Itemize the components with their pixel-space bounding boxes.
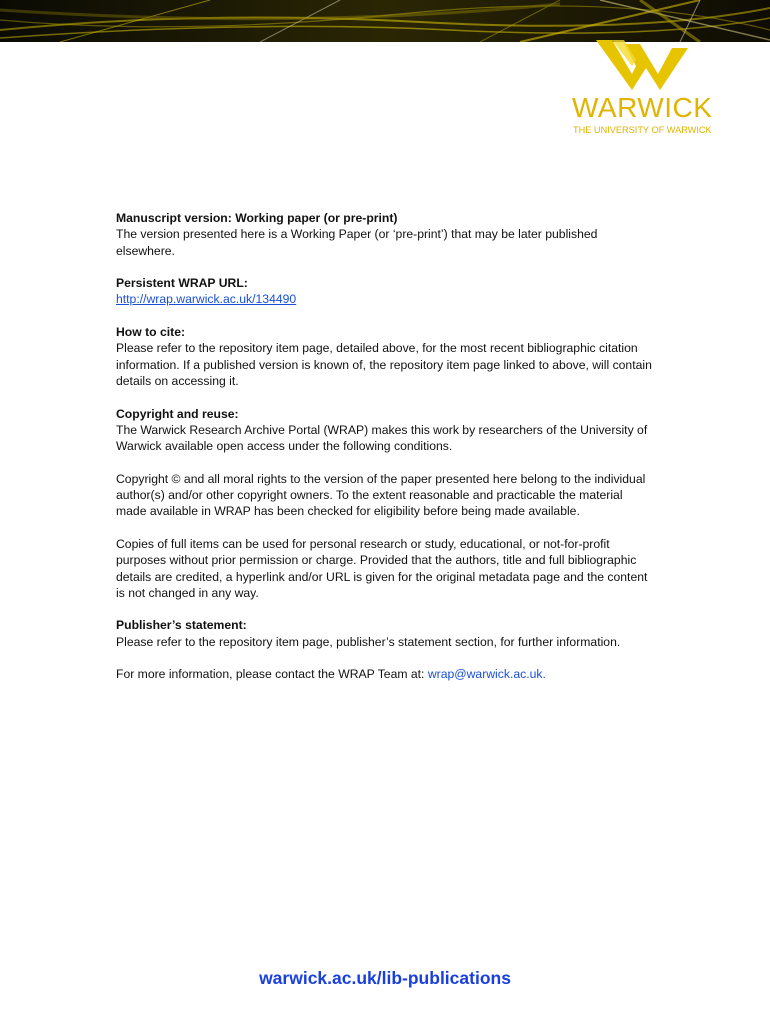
warwick-logo — [566, 40, 726, 140]
logo-subtitle: THE UNIVERSITY OF WARWICK — [573, 125, 712, 135]
footer-url[interactable]: warwick.ac.uk/lib-publications — [259, 968, 511, 988]
copyright-paragraph-3: Copies of full items can be used for personal research or study, educational, or not-for-profit purposes without prior permission or charge. Provided that the authors, title and full bibliographic details are credited, a hyperlink and/or URL is given for the original metadata page and the content is not changed in any way. — [116, 536, 648, 600]
cite-section — [116, 324, 656, 389]
manuscript-heading: Manuscript version: Working paper (or pre-print) — [116, 211, 398, 225]
copyright-paragraph-2: Copyright © and all moral rights to the version of the paper presented here belong to the individual author(s) and/or other copyright owners. To the extent reasonable and practicable the material made available in WRAP has been checked for eligibility before being made available. — [116, 471, 646, 519]
header-banner — [0, 0, 770, 42]
warwick-chevron-icon — [588, 40, 700, 92]
publisher-body: Please refer to the repository item page, publisher’s statement section, for further information. — [116, 634, 621, 649]
notice-content — [116, 210, 656, 699]
banner-light-streaks — [0, 0, 770, 42]
cite-heading: How to cite: — [116, 325, 186, 340]
logo-wordmark: WARWICK — [572, 92, 713, 123]
url-section — [116, 275, 656, 308]
contact-email-link[interactable]: wrap@warwick.ac.uk. — [427, 667, 546, 682]
publisher-section — [116, 617, 656, 650]
contact-text: For more information, please contact the WRAP Team at: — [116, 667, 428, 682]
copyright-section — [116, 406, 656, 455]
contact-line — [116, 666, 656, 682]
cite-body: Please refer to the repository item page, detailed above, for the most recent bibliographic citation information. If a published version is known of, the repository item page linked to above, will contain details on accessing it. — [116, 341, 652, 388]
copyright-body: The Warwick Research Archive Portal (WRAP) makes this work by researchers of the University of Warwick available open access under the following conditions. — [116, 422, 648, 454]
manuscript-section — [116, 210, 656, 259]
manuscript-body: The version presented here is a Working Paper (or ‘pre-print’) that may be later published elsewhere. — [116, 227, 598, 258]
publisher-heading: Publisher’s statement: — [116, 618, 247, 633]
copyright-heading: Copyright and reuse: — [116, 406, 239, 421]
url-heading: Persistent WRAP URL: — [116, 276, 248, 291]
wrap-url-link[interactable]: http://wrap.warwick.ac.uk/134490 — [116, 292, 297, 307]
